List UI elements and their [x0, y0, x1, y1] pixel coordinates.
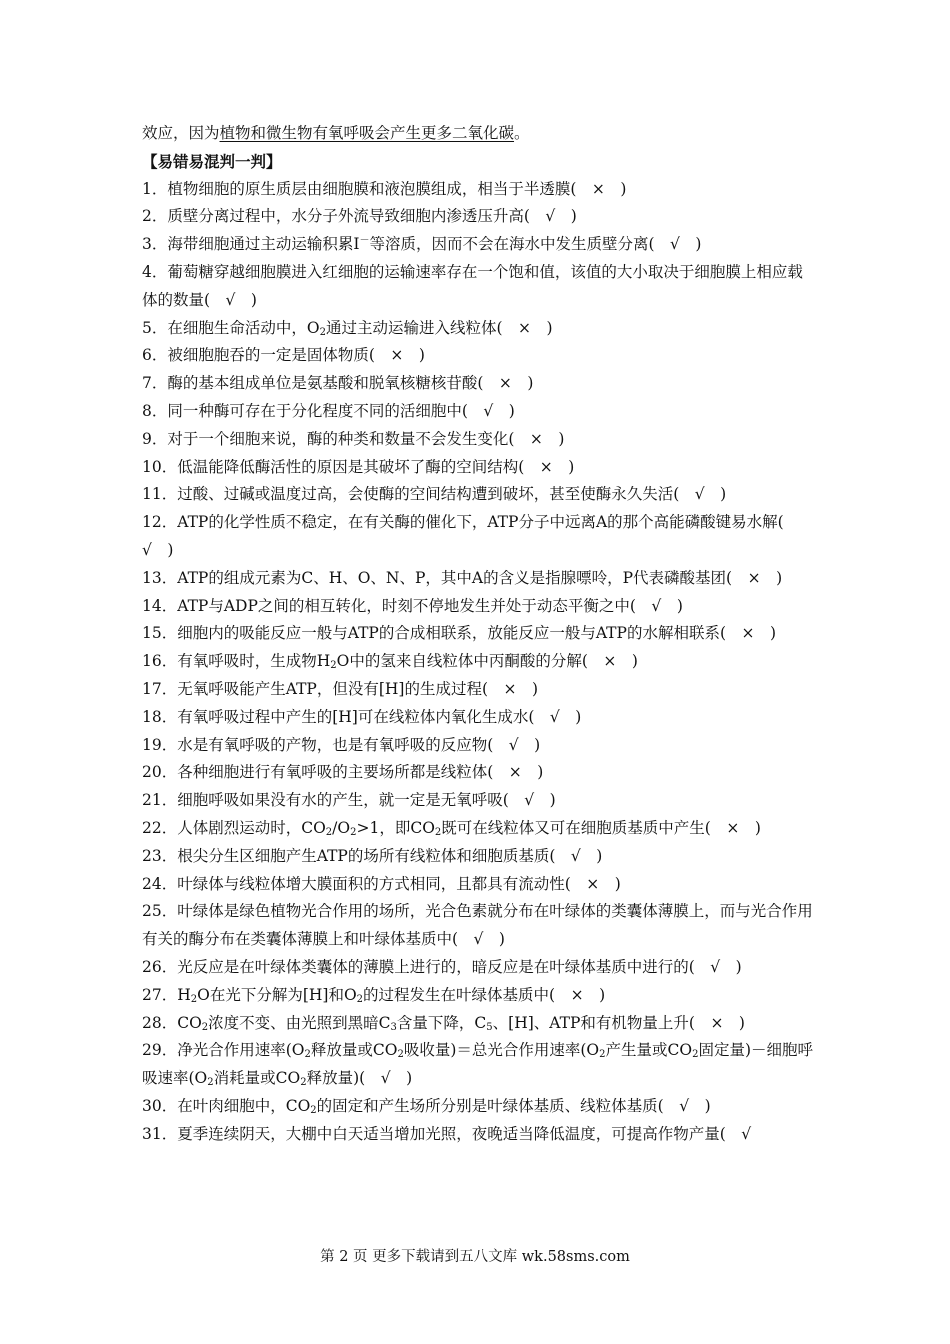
judgment-item: 13．ATP的组成元素为C、H、O、N、P，其中A的含义是指腺嘌呤，P代表磷酸基团( × ) — [142, 568, 783, 587]
judgment-item: 2．质壁分离过程中，水分子外流导致细胞内渗透压升高( √ ) — [142, 207, 577, 226]
document-body — [142, 120, 814, 1148]
judgment-item: 18．有氧呼吸过程中产生的[H]可在线粒体内氧化生成水( √ ) — [142, 707, 582, 726]
judgment-item: 23．根尖分生区细胞产生ATP的场所有线粒体和细胞质基质( √ ) — [142, 846, 603, 865]
section-heading: 【易错易混判一判】 — [142, 151, 282, 171]
judgment-item: 24．叶绿体与线粒体增大膜面积的方式相同，且都具有流动性( × ) — [142, 874, 621, 893]
judgment-item: 10．低温能降低酶活性的原因是其破坏了酶的空间结构( × ) — [142, 457, 575, 476]
intro-line — [142, 120, 814, 148]
judgment-item: 17．无氧呼吸能产生ATP，但没有[H]的生成过程( × ) — [142, 679, 539, 698]
judgment-item: 3．海带细胞通过主动运输积累I－等溶质，因而不会在海水中发生质壁分离( √ ) — [142, 235, 702, 254]
judgment-item: 20．各种细胞进行有氧呼吸的主要场所都是线粒体( × ) — [142, 763, 544, 782]
judgment-item: 16．有氧呼吸时，生成物$H_2O$中的氢来自线粒体中丙酮酸的分解( × ) — [142, 652, 638, 672]
judgment-item: 7．酶的基本组成单位是氨基酸和脱氧核糖核苷酸( × ) — [142, 374, 534, 393]
intro-underlined-text: 植物和微生物有氧呼吸会产生更多二氧化碳 — [219, 124, 515, 142]
judgment-item: 12．ATP的化学性质不稳定，在有关酶的催化下，ATP分子中远离A的那个高能磷酸键易水解( √ ) — [142, 513, 800, 559]
judgment-item: 26．光反应是在叶绿体类囊体的薄膜上进行的，暗反应是在叶绿体基质中进行的( √ ) — [142, 957, 742, 976]
judgment-item: 5．在细胞生命活动中，$O_2$通过主动运输进入线粒体( × ) — [142, 318, 553, 338]
judgment-item: 28．$CO_2$浓度不变、由光照到黑暗$C_3$含量下降，$C_5$、[H]、ATP和有机物量上升( × ) — [142, 1013, 745, 1033]
judgment-item: 21．细胞呼吸如果没有水的产生，就一定是无氧呼吸( √ ) — [142, 791, 556, 810]
judgment-item: 15．细胞内的吸能反应一般与ATP的合成相联系，放能反应一般与ATP的水解相联系( × ) — [142, 624, 777, 643]
judgment-item: 8．同一种酶可存在于分化程度不同的活细胞中( √ ) — [142, 401, 515, 420]
judgment-item: 14．ATP与ADP之间的相互转化，时刻不停地发生并处于动态平衡之中( √ ) — [142, 596, 683, 615]
judgment-item: 27．$H_2O$在光下分解为[H]和$O_2$的过程发生在叶绿体基质中( × ) — [142, 985, 606, 1005]
judgment-item: 9．对于一个细胞来说，酶的种类和数量不会发生变化( × ) — [142, 429, 565, 448]
judgment-item: 25．叶绿体是绿色植物光合作用的场所，光合色素就分布在叶绿体的类囊体薄膜上，而与光合作用有关的酶分布在类囊体薄膜上和叶绿体基质中( √ ) — [142, 902, 813, 949]
judgment-item: 19．水是有氧呼吸的产物，也是有氧呼吸的反应物( √ ) — [142, 735, 541, 754]
judgment-item: 31．夏季连续阴天，大棚中白天适当增加光照，夜晚适当降低温度，可提高作物产量( √ — [142, 1124, 752, 1143]
judgment-item: 11．过酸、过碱或温度过高，会使酶的空间结构遭到破坏，甚至使酶永久失活( √ ) — [142, 485, 727, 504]
judgment-item: 4．葡萄糖穿越细胞膜进入红细胞的运输速率存在一个饱和值，该值的大小取决于细胞膜上相应载体的数量( √ ) — [142, 262, 803, 309]
judgment-list — [142, 176, 814, 1149]
judgment-item: 29．净光合作用速率($O_2$释放量或$CO_2$吸收量)＝总光合作用速率($O_2$产生量或$CO_2$固定量)－细胞呼吸速率($O_2$消耗量或$CO_2$释放量)( √ ) — [142, 1041, 814, 1089]
judgment-item: 22．人体剧烈运动时，$CO_2/O_2>1$，即$CO_2$既可在线粒体又可在细胞质基质中产生( × ) — [142, 818, 761, 838]
intro-prefix: 效应，因为 — [142, 124, 220, 142]
judgment-item: 6．被细胞胞吞的一定是固体物质( × ) — [142, 346, 425, 365]
intro-suffix: 。 — [514, 124, 530, 142]
judgment-item: 30．在叶肉细胞中，$CO_2$的固定和产生场所分别是叶绿体基质、线粒体基质( √ ) — [142, 1096, 711, 1116]
page-footer: 第 2 页 更多下载请到五八文库 wk.58sms.com — [320, 1249, 630, 1265]
judgment-item: 1．植物细胞的原生质层由细胞膜和液泡膜组成，相当于半透膜( × ) — [142, 179, 627, 198]
